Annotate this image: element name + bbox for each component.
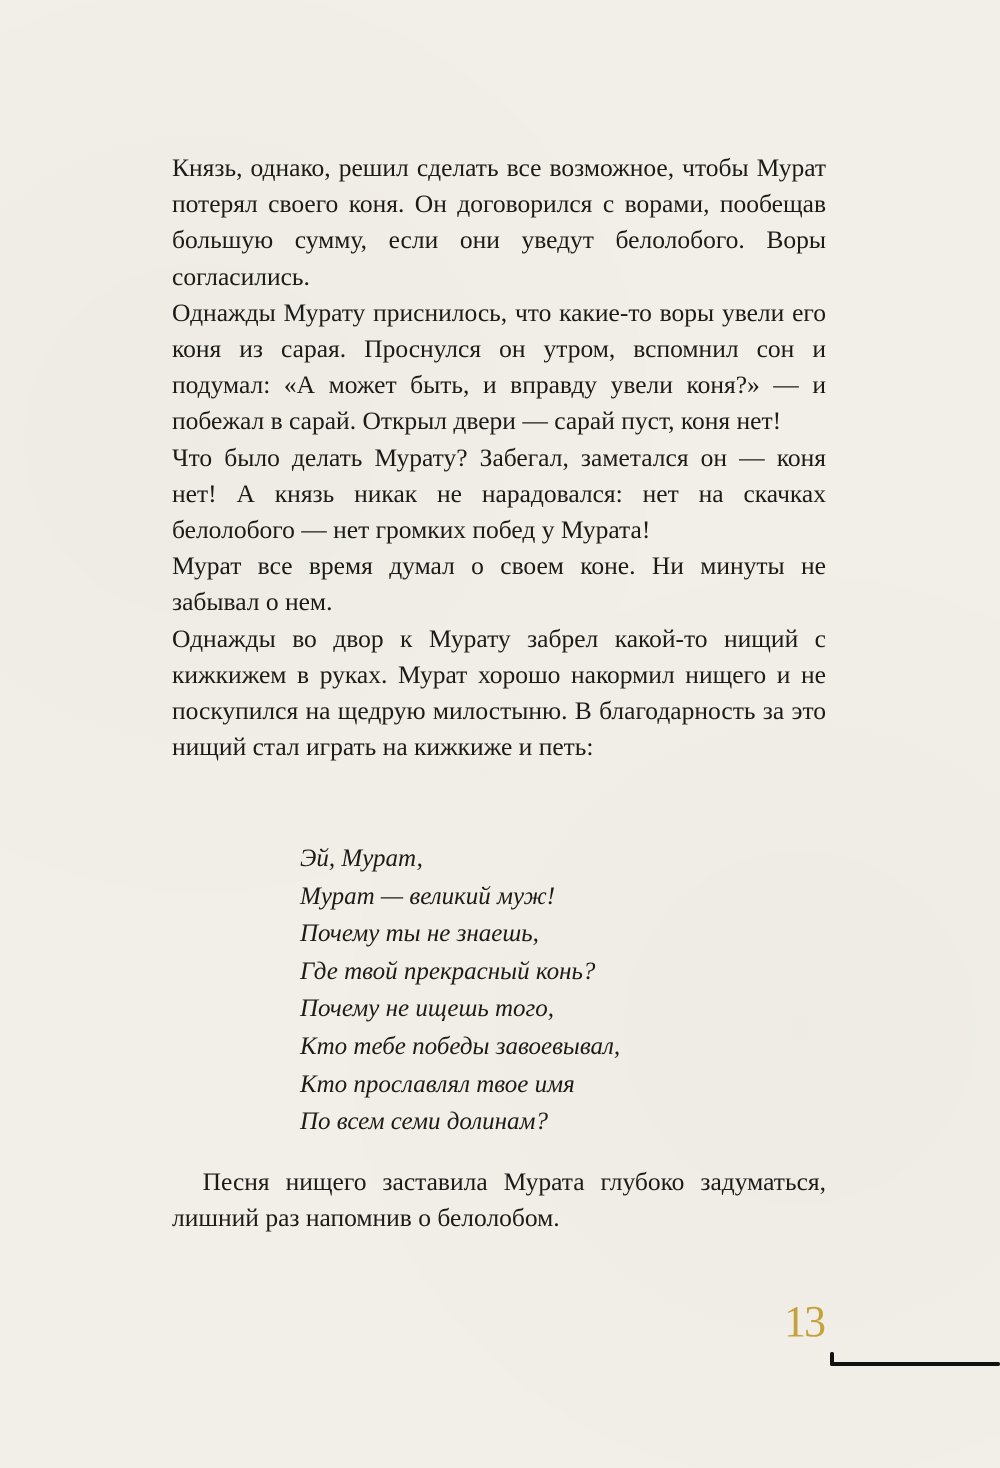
closing-text — [172, 1164, 826, 1236]
poem-line: Почему не ищешь того, — [300, 995, 555, 1023]
page-number: 13 — [784, 1297, 824, 1346]
paragraph-5: Однажды во двор к Мурату забрел какой-то нищий с кижкижем в руках. Мурат хорошо накормил нищего и не поскупился на щедрую милостыню. В благодарность за это нищий стал играть на кижкиже и петь: — [172, 623, 826, 762]
poem-line: Кто прославлял твое имя — [300, 1070, 575, 1098]
footer-rule — [830, 1362, 1000, 1366]
paragraph-2: Однажды Мурату приснилось, что какие-то воры увели его коня из сарая. Проснулся он утром, вспомнил сон и подумал: «А может быть, и вправду увели коня?» — и побежал в сарай. Открыл двери — сарай пуст, коня нет! — [172, 297, 826, 436]
paragraph-3: Что было делать Мурату? Забегал, заметался он — коня нет! А князь никак не нарадовался: нет на скачках белолобого — нет громких побед у Мурата! — [172, 442, 826, 545]
poem-line: По всем семи долинам? — [300, 1108, 548, 1136]
poem — [300, 840, 620, 1141]
poem-line: Кто тебе победы завоевывал, — [300, 1032, 621, 1060]
paragraph-4: Мурат все время думал о своем коне. Ни минуты не забывал о нем. — [172, 551, 826, 617]
poem-line: Эй, Мурат, — [300, 845, 423, 872]
poem-line: Почему ты не знаешь, — [300, 920, 539, 948]
paragraph-1: Князь, однако, решил сделать все возможное, чтобы Мурат потерял своего коня. Он договорился с ворами, пообещав большую сумму, если они уведут белолобого. Воры согласились. — [172, 153, 826, 291]
poem-line: Мурат — великий муж! — [300, 882, 556, 910]
body-text — [172, 150, 826, 765]
closing-paragraph: Песня нищего заставила Мурата глубоко задуматься, лишний раз напомнив о белолобом. — [172, 1167, 826, 1233]
poem-line: Где твой прекрасный конь? — [300, 957, 596, 985]
